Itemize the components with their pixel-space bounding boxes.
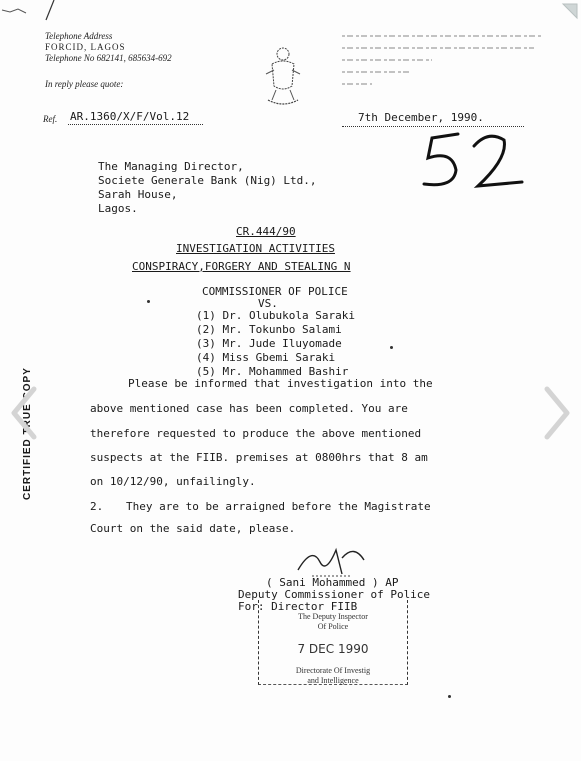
date-underline bbox=[342, 126, 524, 127]
suspect-item: (5) Mr. Mohammed Bashir bbox=[196, 365, 349, 378]
reply-quote-label: In reply please quote: bbox=[45, 79, 124, 89]
speck bbox=[147, 300, 150, 303]
speck bbox=[390, 346, 393, 349]
corner-curl-icon bbox=[561, 2, 579, 20]
signatory-office: For: Director FIIB bbox=[238, 600, 358, 613]
stamp-line: and Intelligence bbox=[307, 676, 359, 685]
addressee-city: Lagos. bbox=[98, 202, 138, 215]
heading-investigation: INVESTIGATION ACTIVITIES bbox=[176, 242, 335, 255]
body-line: Court on the said date, please. bbox=[90, 522, 296, 535]
chevron-right-icon bbox=[541, 385, 573, 441]
handwritten-number-52 bbox=[418, 128, 528, 196]
suspect-item: (2) Mr. Tokunbo Salami bbox=[196, 323, 342, 336]
body-line: They are to be arraigned before the Magistrate bbox=[126, 500, 431, 513]
letterhead-address-faded bbox=[342, 30, 542, 92]
official-stamp bbox=[258, 600, 408, 685]
signatory-title: Deputy Commissioner of Police bbox=[238, 588, 431, 601]
body-line: suspects at the FIIB. premises at 0800hrs that 8 am bbox=[90, 451, 428, 464]
signatory-name: ( Sani Mohammed ) AP bbox=[266, 576, 399, 589]
versus: VS. bbox=[258, 297, 278, 310]
addressee-company: Societe Generale Bank (Nig) Ltd., bbox=[98, 174, 317, 187]
telephone-numbers: Telephone No 682141, 685634-692 bbox=[45, 53, 172, 63]
plaintiff: COMMISSIONER OF POLICE bbox=[202, 285, 348, 298]
speck bbox=[448, 695, 451, 698]
suspect-item: (3) Mr. Jude Iluyomade bbox=[196, 337, 342, 350]
suspect-item: (1) Dr. Olubukola Saraki bbox=[196, 309, 355, 322]
stamp-date: 7 DEC 1990 bbox=[297, 642, 369, 656]
stamp-line: Directorate Of Investig bbox=[295, 666, 371, 675]
body-line: on 10/12/90, unfailingly. bbox=[90, 475, 256, 488]
addressee-building: Sarah House, bbox=[98, 188, 178, 201]
police-crest-icon bbox=[262, 44, 304, 112]
suspect-list bbox=[196, 309, 355, 379]
heading-charges: CONSPIRACY,FORGERY AND STEALING N bbox=[132, 260, 351, 273]
next-page-button[interactable] bbox=[541, 385, 573, 441]
telephone-address-label: Telephone Address bbox=[45, 31, 113, 41]
body-line: above mentioned case has been completed. You are bbox=[90, 402, 408, 415]
chevron-left-icon bbox=[8, 385, 40, 441]
body-line: therefore requested to produce the above mentioned bbox=[90, 427, 422, 440]
body-line: Please be informed that investigation into the bbox=[128, 377, 433, 390]
ref-label: Ref. bbox=[43, 114, 58, 124]
addressee-title: The Managing Director, bbox=[98, 160, 244, 173]
suspect-item: (4) Miss Gbemi Saraki bbox=[196, 351, 336, 364]
ref-underline bbox=[68, 124, 203, 125]
paragraph-number: 2. bbox=[90, 500, 104, 513]
prev-page-button[interactable] bbox=[8, 385, 40, 441]
case-reference: CR.444/90 bbox=[236, 225, 296, 238]
telegraph-address: FORCID, LAGOS bbox=[45, 42, 126, 52]
letter-date: 7th December, 1990. bbox=[358, 111, 484, 124]
stamp-line: The Deputy Inspector bbox=[298, 612, 368, 621]
reference-number: AR.1360/X/F/Vol.12 bbox=[70, 110, 190, 123]
certified-true-copy-stamp: CERTIFIED TRUE COPY bbox=[22, 367, 33, 500]
stamp-line: Of Police bbox=[317, 622, 349, 631]
pen-scribble bbox=[0, 0, 80, 30]
